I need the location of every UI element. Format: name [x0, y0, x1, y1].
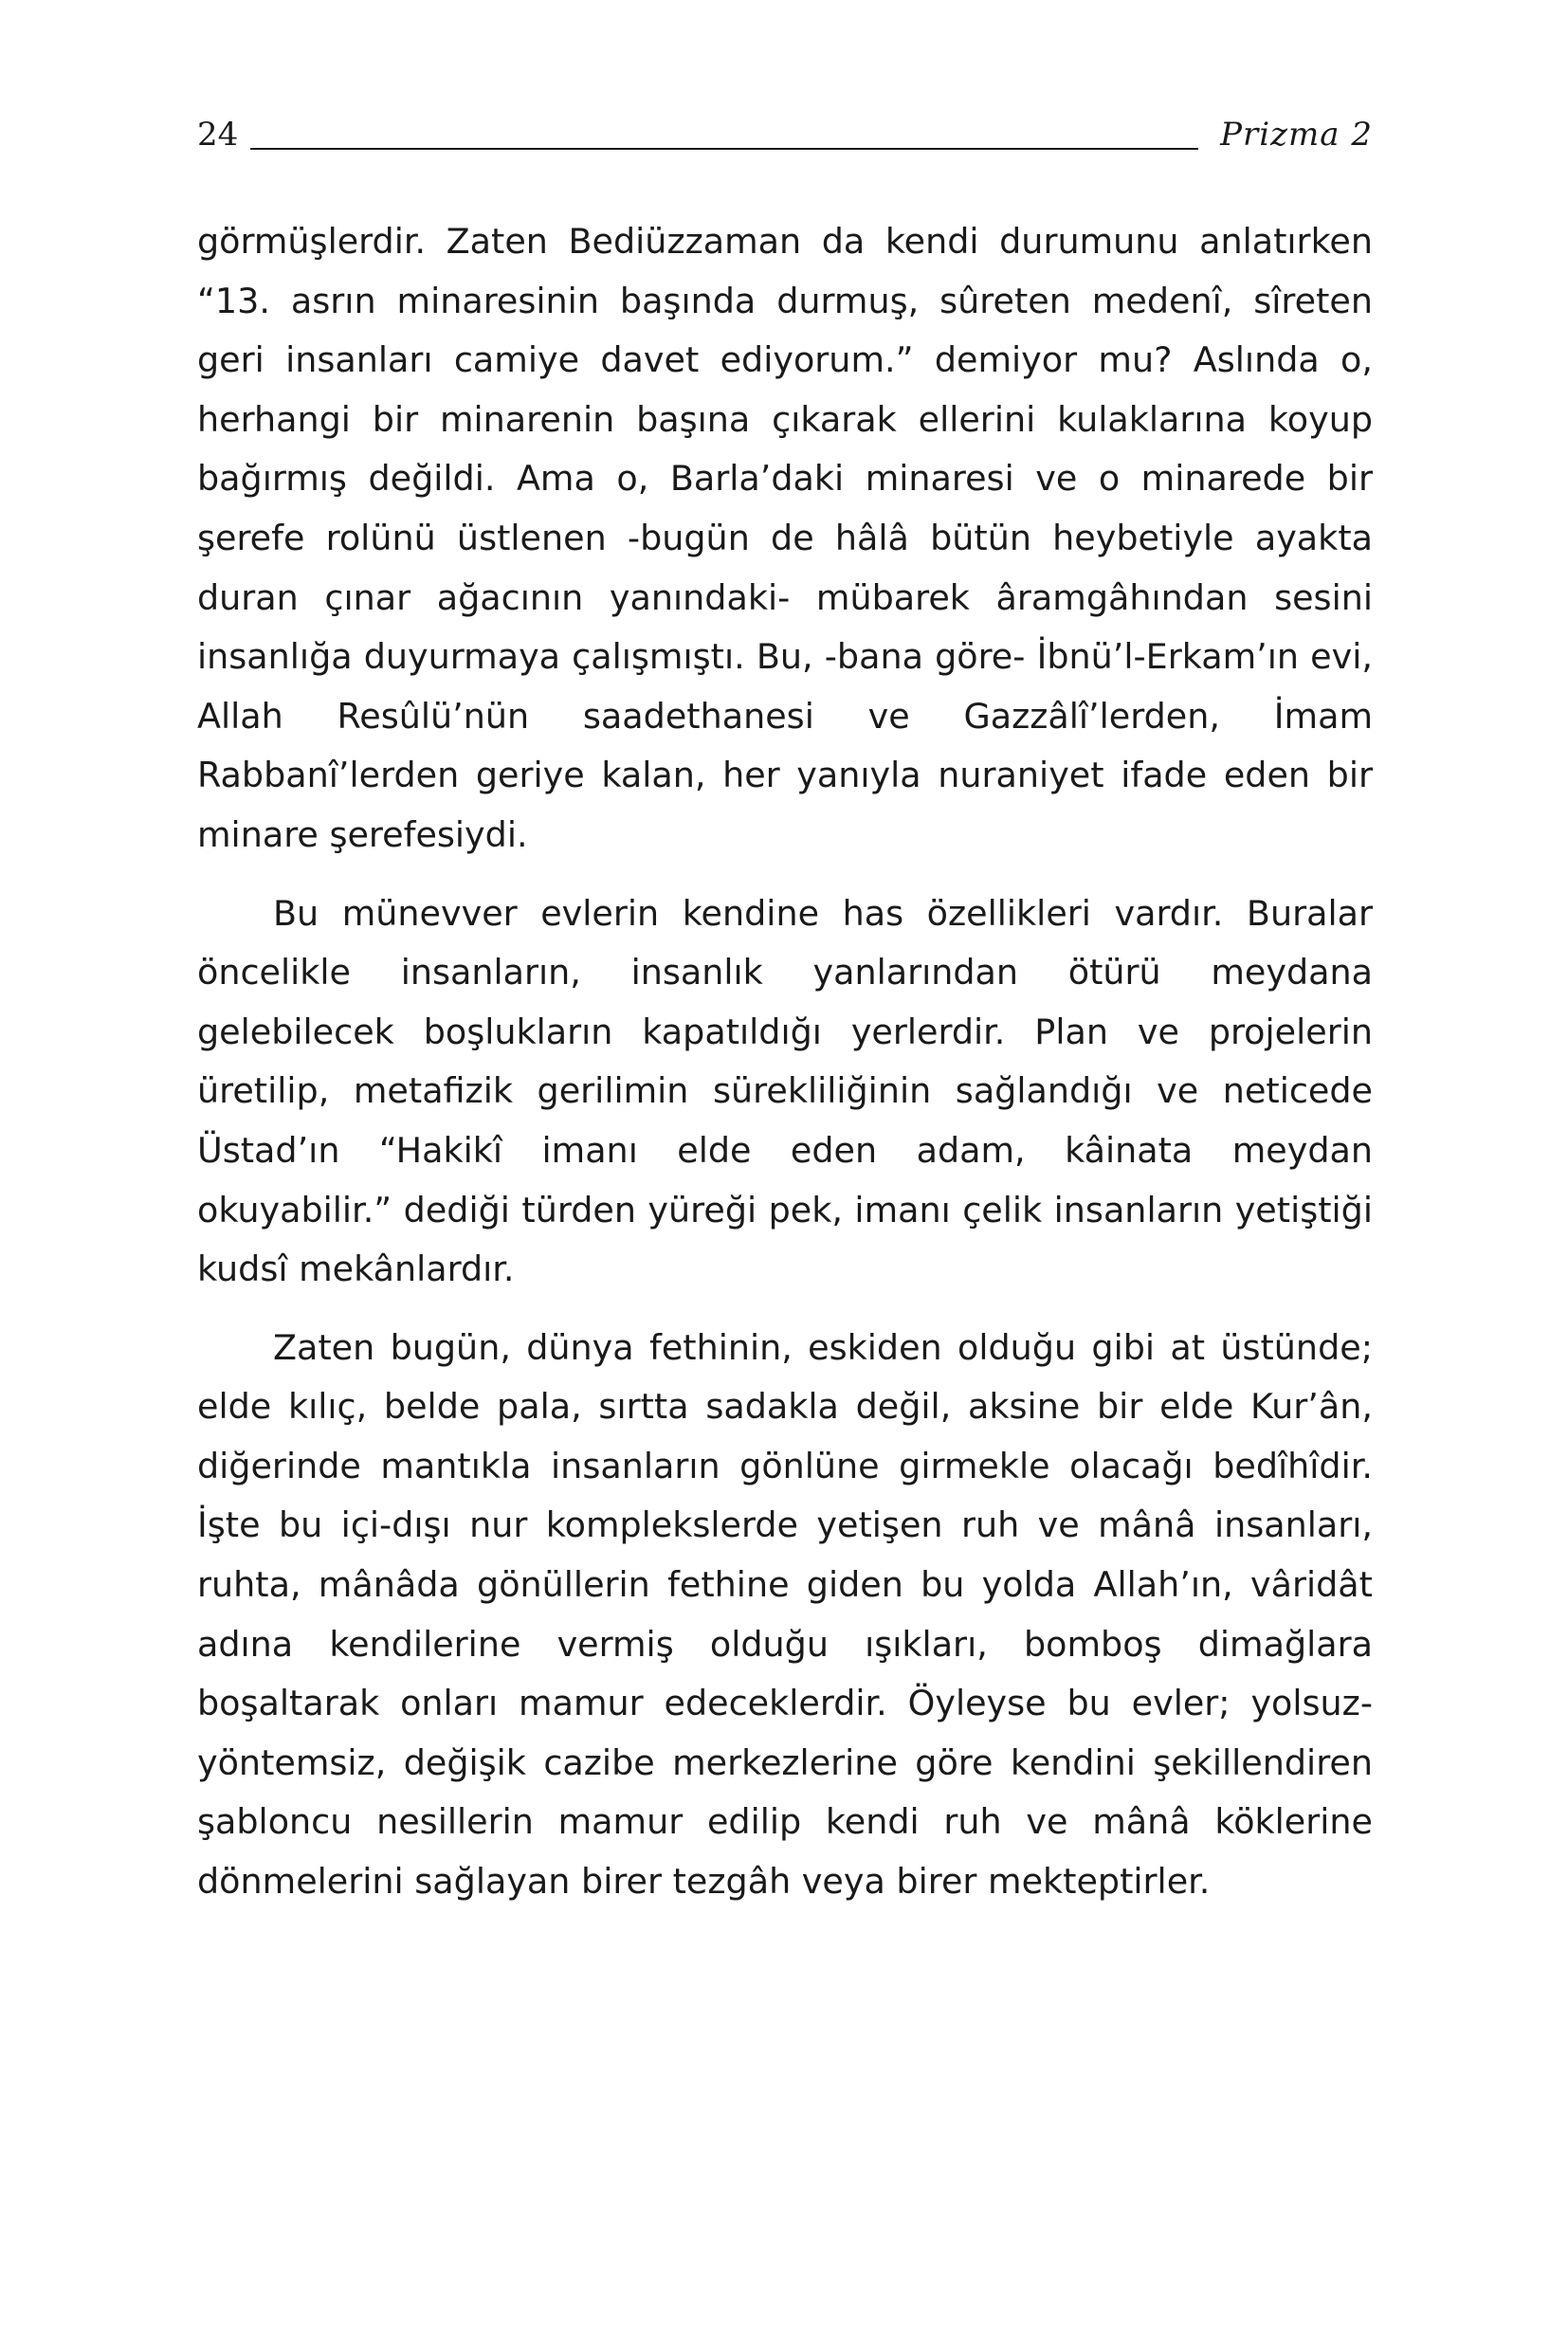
running-title: Prizma 2 [1220, 116, 1373, 154]
paragraph-1: görmüşlerdir. Zaten Bediüzzaman da kendi durumunu anlatırken “13. asrın minaresinin başında durmuş, sûreten medenî, sîreten geri insanları camiye davet ediyorum.” demiyor mu? Aslında o, herhangi bir minarenin başına çıkarak ellerini kulaklarına koyup bağırmış değildi. Ama o, Barla’daki minaresi ve o minarede bir şerefe rolünü üstlenen -bugün de hâlâ bütün heybetiyle ayakta duran çınar ağacının yanındaki- mübarek âramgâhından sesini insanlığa duyurmaya çalışmıştı. Bu, -bana göre- İbnü’l-Erkam’ın evi, Allah Resûlü’nün saadethanesi ve Gazzâlî’lerden, İmam Rabbanî’lerden geriye kalan, her yanıyla nuraniyet ifade eden bir minare şerefesiydi. [197, 221, 1373, 855]
page-number: 24 [197, 116, 239, 154]
body-text [197, 212, 1373, 1912]
paragraph-2: Bu münevver evlerin kendine has özellikleri vardır. Buralar öncelikle insanların, insanlık yanlarından ötürü meydana gelebilecek boşlukların kapatıldığı yerlerdir. Plan ve projelerin üretilip, metafizik gerilimin sürekliliğinin sağlandığı ve neticede Üstad’ın “Hakikî imanı elde eden adam, kâinata meydan okuyabilir.” dediği türden yüreği pek, imanı çelik insanların yetiştiği kudsî mekânlardır. [197, 892, 1373, 1290]
header-rule [250, 148, 1198, 150]
paragraph-3: Zaten bugün, dünya fethinin, eskiden olduğu gibi at üstünde; elde kılıç, belde pala, sırtta sadakla değil, aksine bir elde Kur’ân, diğerinde mantıkla insanların gönlüne girmekle olacağı bedîhîdir. İşte bu içi-dışı nur komplekslerde yetişen ruh ve mânâ insanları, ruhta, mânâda gönüllerin fethine giden bu yolda Allah’ın, vâridât adına kendilerine vermiş olduğu ışıkları, bomboş dimağlara boşaltarak onları mamur edeceklerdir. Öyleyse bu evler; yolsuz-yöntemsiz, değişik cazibe merkezlerine göre kendini şekillendiren şabloncu nesillerin mamur edilip kendi ruh ve mânâ köklerine dönmelerini sağlayan birer tezgâh veya birer mekteptirler. [197, 1326, 1373, 1903]
page-header [197, 112, 1373, 165]
